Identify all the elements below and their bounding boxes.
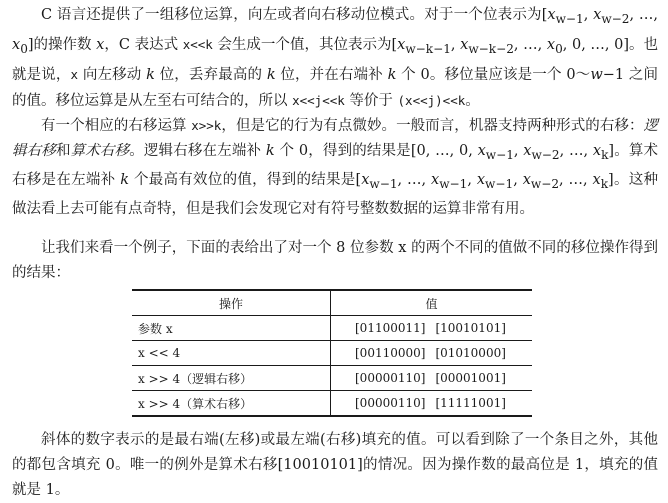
value-2: [01010000]: [435, 346, 506, 360]
value-2: [11111001]: [435, 396, 506, 410]
row-values: [331, 366, 533, 391]
value-1: [00000110]: [355, 371, 426, 385]
value-2: [00001001]: [435, 371, 506, 385]
header-value: 值: [331, 290, 533, 316]
paragraph-shift-right: 有一个相应的右移运算 x>>k，但是它的行为有点微妙。一般而言，机器支持两种形式的右移：逻辑右移和算术右移。逻辑右移在左端补 k 个 0，得到的结果是[0, …, 0, $x_{w-1}$, $x_{w-2}$, …, $x_k$]。算术右移是在左端补 k 个最高有效位的值，得到的结果是[$x_{w-1}$, …, $x_{w-1}$, $x_{w-1}$, $x_{w-2}$, …, $x_k$]。这种做法看上去可能有点奇特，但是我们会发现它对有符号整数数据的运算非常有用。: [12, 118, 659, 217]
paragraph-explanation: 斜体的数字表示的是最右端(左移)或最左端(右移)填充的值。可以看到除了一个条目之外，其他的都包含填充 0。唯一的例外是算术右移[10010101]的情况。因为操作数的最高位是 1，填充的值就是 1。: [12, 432, 658, 498]
value-1: [00110000]: [355, 346, 426, 360]
row-operation: 参数 x: [132, 316, 331, 341]
table-row: [132, 341, 532, 366]
header-operation: 操作: [132, 290, 331, 316]
row-values: [331, 391, 533, 417]
table-row: [132, 366, 532, 391]
value-1: [01100011]: [355, 321, 426, 335]
paragraph-example-intro: 让我们来看一个例子，下面的表给出了对一个 8 位参数 x 的两个不同的值做不同的移位操作得到的结果：: [12, 240, 658, 281]
table-row: [132, 391, 532, 417]
row-values: [331, 341, 533, 366]
row-operation: x >> 4（逻辑右移）: [132, 366, 331, 391]
shift-operations-table: [132, 289, 532, 417]
value-2: [10010101]: [435, 321, 506, 335]
paragraph-shift-left: C 语言还提供了一组移位运算，向左或者向右移动位模式。对于一个位表示为[$x_{w-1}$, $x_{w-2}$, …, $x_0$]的操作数 x，C 表达式 x<<k 会生成一个值，其位表示为[$x_{w-k-1}$, $x_{w-k-2}$, …, $x_0$, 0, …, 0]。也就是说，x 向左移动 k 位，丢弃最高的 k 位，并在右端补 k 个 0。移位量应该是一个 0～w−1 之间的值。移位运算是从左至右可结合的，所以 x<<j<<k 等价于 (x<<j)<<k。: [12, 7, 659, 109]
row-values: [331, 316, 533, 341]
table-row: [132, 316, 532, 341]
value-1: [00000110]: [355, 396, 426, 410]
row-operation: x << 4: [132, 341, 331, 366]
table-header-row: [132, 290, 532, 316]
row-operation: x >> 4（算术右移）: [132, 391, 331, 417]
